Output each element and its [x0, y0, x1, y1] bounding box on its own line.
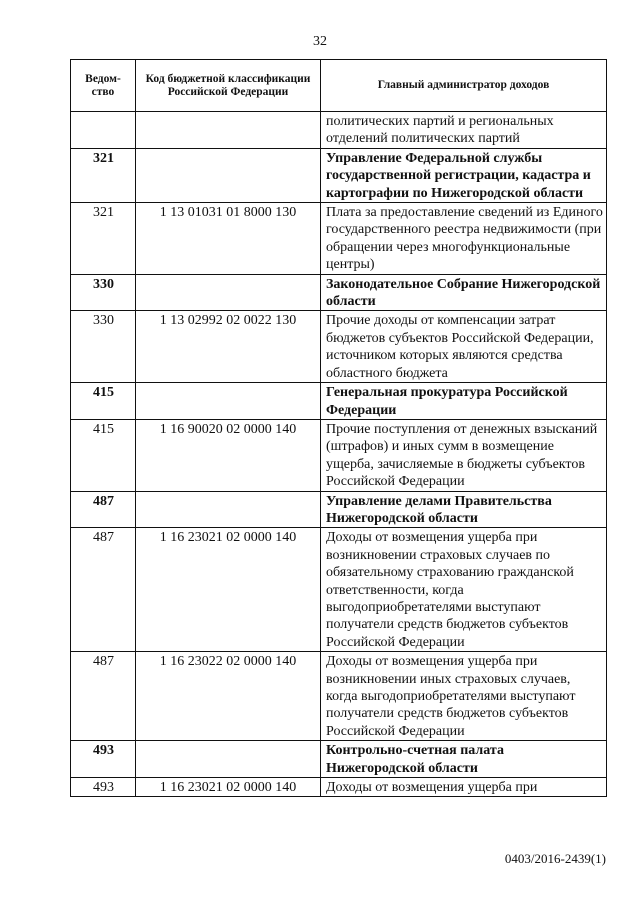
header-budget-code: Код бюджетной классификации Российской Федерации: [136, 60, 321, 112]
budget-code-cell: [136, 383, 321, 420]
department-cell: 487: [71, 528, 136, 652]
administrator-name-cell: политических партий и региональных отделений политических партий: [321, 112, 607, 149]
budget-code-cell: [136, 274, 321, 311]
department-cell: 493: [71, 778, 136, 797]
budget-code-cell: 1 13 02992 02 0022 130: [136, 311, 321, 383]
table-row: [71, 491, 607, 528]
table-row: [71, 383, 607, 420]
budget-code-cell: [136, 491, 321, 528]
budget-code-cell: [136, 148, 321, 202]
header-department: Ведом-ство: [71, 60, 136, 112]
administrator-name-cell: Доходы от возмещения ущерба при возникновении страховых случаев по обязательному страхованию гражданской ответственности, когда выгодоприобретателями выступают получатели средств бюджетов субъектов Российской Федерации: [321, 528, 607, 652]
administrator-name-cell: Управление Федеральной службы государственной регистрации, кадастра и картографии по Нижегородской области: [321, 148, 607, 202]
administrator-name-cell: Контрольно-счетная палата Нижегородской области: [321, 741, 607, 778]
budget-code-cell: 1 13 01031 01 8000 130: [136, 203, 321, 275]
budget-code-cell: 1 16 23022 02 0000 140: [136, 652, 321, 741]
administrator-name-cell: Прочие поступления от денежных взысканий (штрафов) и иных сумм в возмещение ущерба, зачисляемые в бюджеты субъектов Российской Федерации: [321, 419, 607, 491]
administrator-name-cell: Доходы от возмещения ущерба при возникновении иных страховых случаев, когда выгодоприобретателями выступают получатели средств бюджетов субъектов Российской Федерации: [321, 652, 607, 741]
table-row: [71, 148, 607, 202]
page-number: 32: [313, 34, 327, 49]
administrator-name-cell: Генеральная прокуратура Российской Федерации: [321, 383, 607, 420]
table-body: [71, 112, 607, 797]
table-row: [71, 311, 607, 383]
administrator-name-cell: Законодательное Собрание Нижегородской области: [321, 274, 607, 311]
administrator-name-cell: Доходы от возмещения ущерба при: [321, 778, 607, 797]
budget-code-cell: [136, 112, 321, 149]
department-cell: 487: [71, 652, 136, 741]
table-row: [71, 652, 607, 741]
department-cell: 415: [71, 383, 136, 420]
department-cell: 487: [71, 491, 136, 528]
department-cell: [71, 112, 136, 149]
header-chief-administrator: Главный администратор доходов: [321, 60, 607, 112]
table-row: [71, 203, 607, 275]
administrator-name-cell: Прочие доходы от компенсации затрат бюджетов субъектов Российской Федерации, источником которых являются средства областного бюджета: [321, 311, 607, 383]
budget-code-cell: [136, 741, 321, 778]
table-row: [71, 419, 607, 491]
administrator-name-cell: Плата за предоставление сведений из Единого государственного реестра недвижимости (при обращении через многофункциональные центры): [321, 203, 607, 275]
table-row: [71, 528, 607, 652]
table-row: [71, 112, 607, 149]
document-number: 0403/2016-2439(1): [504, 851, 606, 866]
department-cell: 493: [71, 741, 136, 778]
budget-code-cell: 1 16 23021 02 0000 140: [136, 528, 321, 652]
table-row: [71, 274, 607, 311]
table-row: [71, 741, 607, 778]
administrator-name-cell: Управление делами Правительства Нижегородской области: [321, 491, 607, 528]
table-row: [71, 778, 607, 797]
department-cell: 330: [71, 311, 136, 383]
budget-code-cell: 1 16 90020 02 0000 140: [136, 419, 321, 491]
revenue-administrators-table: [70, 59, 607, 797]
budget-code-cell: 1 16 23021 02 0000 140: [136, 778, 321, 797]
department-cell: 415: [71, 419, 136, 491]
table-header-row: [71, 60, 607, 112]
department-cell: 321: [71, 203, 136, 275]
department-cell: 330: [71, 274, 136, 311]
department-cell: 321: [71, 148, 136, 202]
